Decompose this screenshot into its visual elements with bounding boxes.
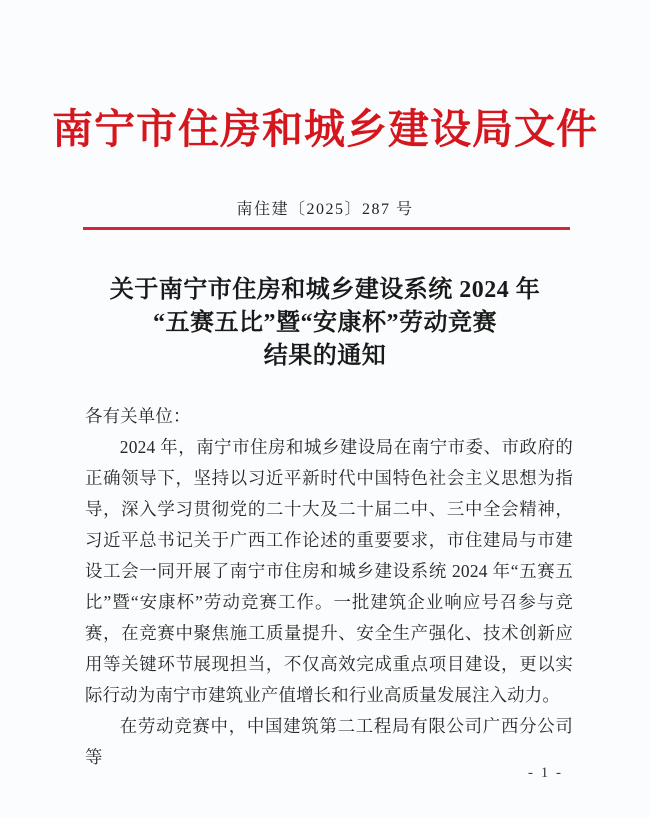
document-title-line-1: 关于南宁市住房和城乡建设系统 2024 年 (109, 277, 541, 303)
body-paragraph-1: 2024 年，南宁市住房和城乡建设局在南宁市委、市政府的正确领导下，坚持以习近平新时代中国特色社会主义思想为指导，深入学习贯彻党的二十大及二十届二中、三中全会精神，习近平总书记关于广西工作论述的重要要求，市住建局与市建设工会一同开展了南宁市住房和城乡建设系统 2024 年“五赛五比”暨“安康杯”劳动竞赛工作。一批建筑企业响应号召参与竞赛，在竞赛中聚焦施工质量提升、安全生产强化、技术创新应用等关键环节展现担当，不仅高效完成重点项目建设，更以实际行动为南宁市建筑业产值增长和行业高质量发展注入动力。 (85, 437, 573, 705)
document-number: 南住建〔2025〕287 号 (236, 201, 414, 218)
salutation: 各有关单位： (85, 406, 191, 426)
letterhead-divider-line (83, 227, 570, 230)
document-title-line-3: 结果的通知 (263, 343, 387, 369)
document-title-line-2: “五赛五比”暨“安康杯”劳动竞赛 (153, 310, 497, 336)
body-paragraph-2: 在劳动竞赛中，中国建筑第二工程局有限公司广西分公司等 (85, 716, 573, 767)
page-number: - 1 - (528, 765, 563, 781)
document-body (85, 401, 573, 773)
letterhead-org-title: 南宁市住房和城乡建设局文件 (52, 106, 598, 152)
document-title (40, 274, 610, 373)
